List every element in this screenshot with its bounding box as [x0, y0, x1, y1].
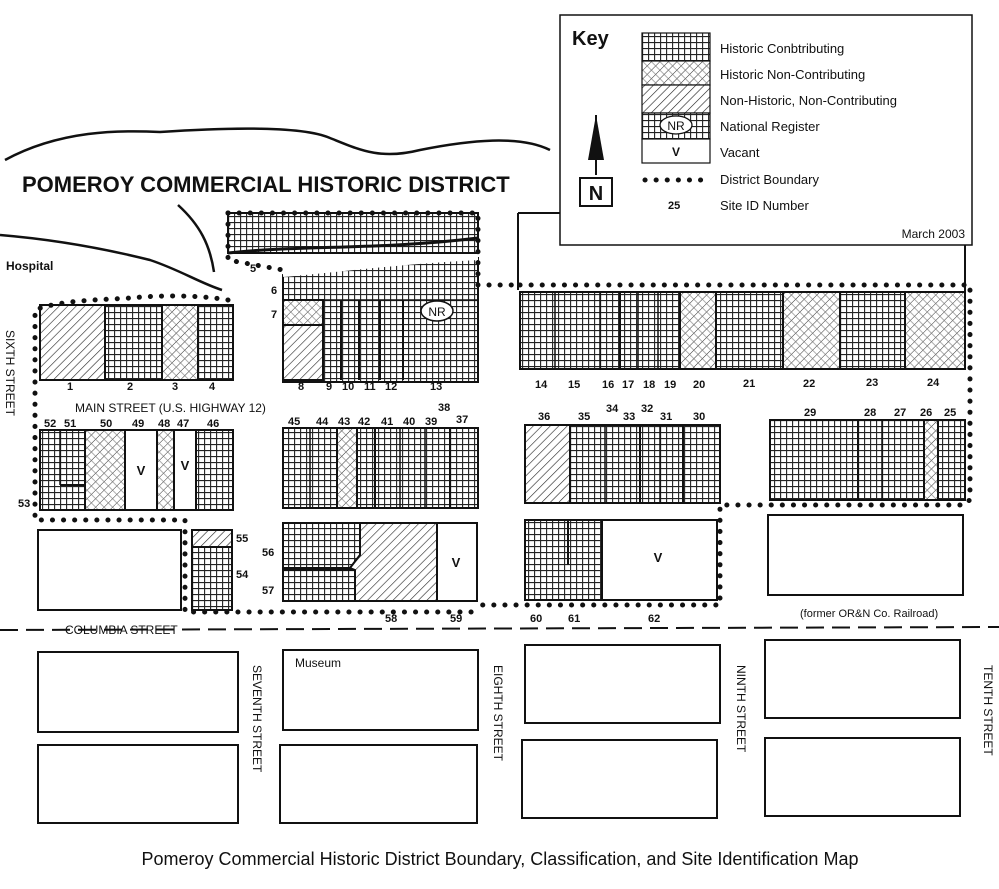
site-59-vacant-mark: V: [451, 555, 461, 570]
site-id: 5: [250, 263, 257, 275]
site-id: 57: [262, 585, 275, 597]
site-id: 18: [643, 379, 656, 391]
site-id: 10: [342, 381, 355, 393]
site-56-57-parcels: [283, 523, 360, 568]
site-id: 39: [425, 416, 438, 428]
site-id: 7: [271, 309, 278, 321]
site-id: 29: [804, 407, 817, 419]
site-36-parcel: [525, 425, 570, 503]
site-24-parcel: [905, 292, 965, 369]
site-1-parcel: [40, 305, 105, 380]
sixth-street-label: SIXTH STREET: [3, 330, 17, 417]
site-id: 8: [298, 381, 305, 393]
site-23-parcel: [840, 292, 905, 369]
site-43-parcel: [337, 428, 357, 508]
columbia-street-label: COLUMBIA STREET: [65, 623, 178, 637]
site-id: 28: [864, 407, 877, 419]
key-label: District Boundary: [720, 172, 819, 187]
site-49-vacant-mark: V: [136, 463, 146, 478]
site-id: 37: [456, 414, 469, 426]
site-id: 38: [438, 402, 451, 414]
key-swatch-historic-non-contributing: [642, 61, 710, 85]
site-id: 45: [288, 416, 301, 428]
site-id: 6: [271, 285, 278, 297]
site-id: 60: [530, 613, 543, 625]
site-id: 21: [743, 378, 756, 390]
site-id: 50: [100, 418, 113, 430]
site-60-61-parcels: [525, 520, 602, 600]
site-id: 22: [803, 378, 816, 390]
site-id: 16: [602, 379, 615, 391]
site-id: 61: [568, 613, 581, 625]
key-label: Historic Non-Contributing: [720, 67, 866, 82]
site-4-parcel: [198, 305, 233, 380]
key-swatch-historic-contributing: [642, 33, 710, 61]
key-swatch-non-historic: [642, 85, 710, 113]
site-id: 41: [381, 416, 394, 428]
museum-label: Museum: [295, 656, 342, 670]
site-3-parcel: [162, 305, 198, 380]
site-id: 43: [338, 416, 351, 428]
key-date: March 2003: [901, 227, 965, 241]
site-id: 12: [385, 381, 398, 393]
site-30-35-parcels: [570, 425, 720, 503]
map-caption: Pomeroy Commercial Historic District Boundary, Classification, and Site Identification Map: [141, 849, 859, 869]
site-50-parcel: [85, 430, 125, 510]
site-id: 15: [568, 379, 581, 391]
site-22-parcel: [783, 292, 840, 369]
hospital-label: Hospital: [6, 259, 54, 273]
key-nr-text: NR: [667, 119, 685, 133]
site-26-parcel: [924, 420, 938, 500]
empty-block: [38, 745, 238, 823]
river-bank: [5, 129, 550, 160]
site-id: 56: [262, 547, 275, 559]
key-label: Vacant: [720, 145, 760, 160]
site-37-45-parcels: [283, 428, 478, 508]
site-id: 59: [450, 613, 463, 625]
national-register-marker-label: NR: [428, 305, 446, 319]
site-2-parcel: [105, 305, 162, 380]
site-id: 24: [927, 377, 940, 389]
site-58-parcel: [350, 523, 437, 601]
site-id: 17: [622, 379, 635, 391]
site-id: 4: [209, 381, 216, 393]
site-id: 49: [132, 418, 145, 430]
site-id: 11: [364, 381, 376, 393]
site-20-parcel: [680, 292, 716, 369]
site-51-53-parcels: [40, 430, 85, 510]
site-55-parcel: [192, 530, 232, 547]
north-label: N: [588, 183, 604, 205]
key-vacant-text: V: [671, 145, 681, 159]
key-heading: Key: [572, 28, 609, 50]
site-id: 34: [606, 403, 619, 415]
site-21-parcel: [716, 292, 783, 369]
site-id: 32: [641, 403, 654, 415]
site-id: 54: [236, 569, 249, 581]
site-id: 30: [693, 411, 706, 423]
site-54-parcel: [192, 547, 232, 610]
empty-block: [765, 738, 960, 816]
site-id: 2: [127, 381, 134, 393]
site-7-parcel: [283, 300, 323, 325]
site-id: 36: [538, 411, 551, 423]
railroad-label: (former OR&N Co. Railroad): [800, 608, 939, 620]
site-id: 14: [535, 379, 548, 391]
site-46-parcel: [196, 430, 233, 510]
site-id: 25: [944, 407, 957, 419]
site-47-vacant-mark: V: [180, 458, 190, 473]
key-site-id-sample: 25: [668, 200, 681, 212]
site-id: 42: [358, 416, 371, 428]
site-id: 44: [316, 416, 329, 428]
key-label: National Register: [720, 119, 820, 134]
site-id: 13: [430, 381, 443, 393]
site-id: 33: [623, 411, 636, 423]
site-57-parcel: [283, 570, 355, 601]
site-id: 46: [207, 418, 220, 430]
site-id: 58: [385, 613, 398, 625]
site-id: 23: [866, 377, 879, 389]
tenth-street-label: TENTH STREET: [981, 665, 995, 756]
main-street-label: MAIN STREET (U.S. HIGHWAY 12): [75, 401, 266, 415]
site-48-parcel: [157, 430, 174, 510]
site-id: 52: [44, 418, 57, 430]
empty-block: [768, 515, 963, 595]
site-id: 19: [664, 379, 677, 391]
site-62-vacant-mark: V: [653, 550, 663, 565]
site-id: 62: [648, 613, 661, 625]
empty-block: [525, 645, 720, 723]
key-label: Non-Historic, Non-Contributing: [720, 93, 898, 108]
empty-block: [38, 652, 238, 732]
site-8-parcel: [283, 325, 323, 380]
site-id: 55: [236, 533, 249, 545]
ninth-street-label: NINTH STREET: [734, 665, 748, 753]
site-id: 9: [326, 381, 333, 393]
empty-block: [522, 740, 717, 818]
seventh-street-label: SEVENTH STREET: [250, 665, 264, 773]
river-bank-upper: [178, 205, 214, 272]
map-title: POMEROY COMMERCIAL HISTORIC DISTRICT: [22, 172, 510, 197]
site-id: 27: [894, 407, 907, 419]
site-id: 47: [177, 418, 190, 430]
site-id: 31: [660, 411, 673, 423]
key-label: Historic Conbtributing: [720, 41, 845, 56]
site-id: 35: [578, 411, 591, 423]
empty-block: [765, 640, 960, 718]
site-id: 26: [920, 407, 933, 419]
site-id: 1: [67, 381, 74, 393]
key-label: Site ID Number: [720, 198, 809, 213]
site-id: 20: [693, 379, 706, 391]
site-id: 48: [158, 418, 171, 430]
site-id: 40: [403, 416, 416, 428]
site-id: 53: [18, 498, 31, 510]
site-id: 3: [172, 381, 179, 393]
empty-block: [38, 530, 181, 610]
empty-block: [280, 745, 477, 823]
site-id: 51: [64, 418, 77, 430]
eighth-street-label: EIGHTH STREET: [491, 665, 505, 762]
map-key: [560, 15, 972, 245]
